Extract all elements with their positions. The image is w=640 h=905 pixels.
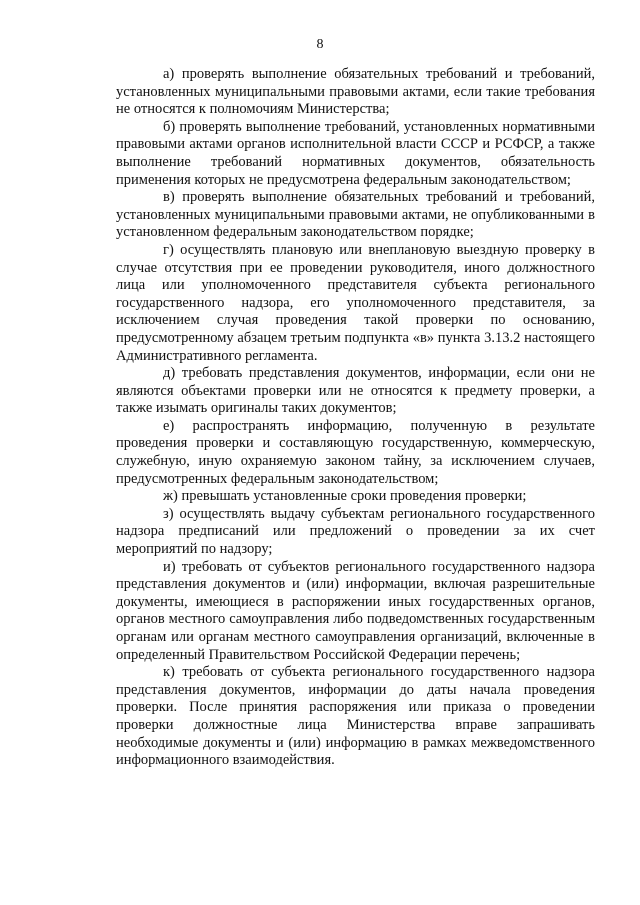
paragraph-z: з) осуществлять выдачу субъектам регионального государственного надзора предписаний или предложений о проведении за их счет мероприятий по надзору;	[116, 505, 595, 558]
document-body	[116, 66, 595, 770]
paragraph-k: к) требовать от субъекта регионального государственного надзора представления документов, информации до даты начала проведения проверки. После принятия распоряжения или приказа о проведении проверки должностные лица Министерства вправе запрашивать необходимые документы и (или) информацию в рамках межведомственного информационного взаимодействия.	[116, 664, 595, 769]
paragraph-d: д) требовать представления документов, информации, если они не являются объектами проверки или не относятся к предмету проверки, а также изымать оригиналы таких документов;	[116, 365, 595, 417]
page-number: 8	[316, 37, 324, 52]
paragraph-a: а) проверять выполнение обязательных требований и требований, установленных муниципальными правовыми актами, если такие требования не относятся к полномочиям Министерства;	[116, 66, 595, 118]
paragraph-e: е) распространять информацию, полученную в результате проведения проверки и составляющую государственную, коммерческую, служебную, иную охраняемую законом тайну, за исключением случаев, предусмотренных федеральным законодательством;	[116, 417, 595, 487]
paragraph-g: г) осуществлять плановую или внеплановую выездную проверку в случае отсутствия при ее проведении руководителя, иного должностного лица или уполномоченного представителя субъекта регионального государственного надзора, его уполномоченного представителя, за исключением случая проведения такой проверки по основанию, предусмотренному абзацем третьим подпункта «в» пункта 3.13.2 настоящего Административного регламента.	[116, 241, 595, 364]
paragraph-b: б) проверять выполнение требований, установленных нормативными правовыми актами органов исполнительной власти СССР и РСФСР, а также выполнение требований нормативных документов, обязательность применения которых не предусмотрена федеральным законодательством;	[116, 118, 595, 188]
paragraph-v: в) проверять выполнение обязательных требований и требований, установленных муниципальными правовыми актами, не опубликованными в установленном федеральным законодательством порядке;	[116, 189, 595, 241]
paragraph-i: и) требовать от субъектов регионального государственного надзора представления документов и (или) информации, включая разрешительные документы, имеющиеся в распоряжении иных государственных органов, органов местного самоуправления либо подведомственных государственным органам или органам местного самоуправления организаций, включенные в определенный Правительством Российской Федерации перечень;	[116, 558, 595, 663]
paragraph-zh: ж) превышать установленные сроки проведения проверки;	[163, 488, 527, 505]
